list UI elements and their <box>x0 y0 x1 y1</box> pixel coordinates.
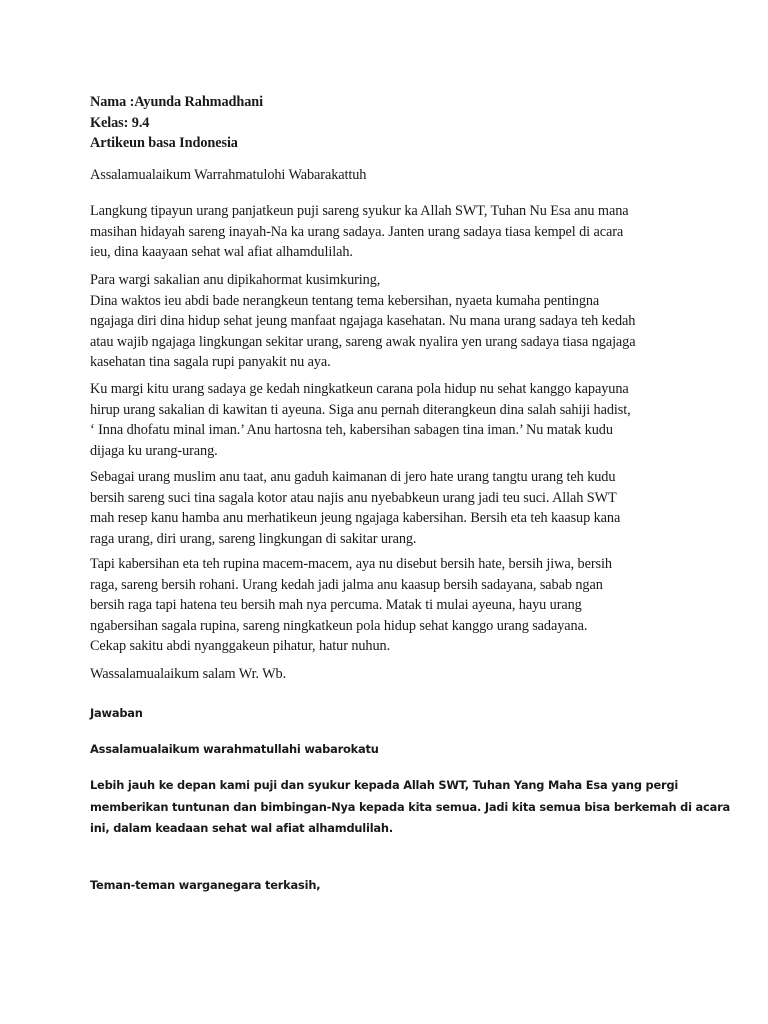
paragraph-line: ngajaga diri dina hidup sehat jeung manfaat ngajaga kasehatan. Nu mana urang sadaya teh kedah <box>90 313 636 330</box>
paragraph-line: Dina waktos ieu abdi bade nerangkeun tentang tema kebersihan, nyaeta kumaha pentingna <box>90 292 600 309</box>
paragraph-line: hirup urang sakalian di kawitan ti ayeuna. Siga anu pernah diterangkeun dina salah sahiji hadist, <box>90 401 631 418</box>
sunda-paragraph-4 <box>90 467 620 549</box>
document-header <box>90 92 263 154</box>
paragraph-line: raga, sareng bersih rohani. Urang kedah jadi jalma anu kaasup bersih sadayana, sabab ngan <box>90 576 603 593</box>
student-name: Nama :Ayunda Rahmadhani <box>90 94 264 110</box>
paragraph-line: ‘ Inna dhofatu minal iman.’ Anu hartosna teh, kabersihan sabagen tina iman.’ Nu matak kudu <box>90 422 613 439</box>
paragraph-line: bersih sareng suci tina sagala kotor atau najis anu nyebabkeun urang jadi teu suci. Allah SWT <box>90 489 617 506</box>
paragraph-line: dijaga ku urang-urang. <box>90 442 218 459</box>
greeting-text: Assalamualaikum Warrahmatulohi Wabarakattuh <box>90 167 367 183</box>
paragraph-line: mah resep kanu hamba anu merhatikeun jeung ngajaga kabersihan. Bersih eta teh kaasup kana <box>90 510 621 527</box>
paragraph-line: Cekap sakitu abdi nyanggakeun pihatur, hatur nuhun. <box>90 638 391 655</box>
sunda-paragraph-5 <box>90 554 612 657</box>
jawaban-paragraph-1 <box>90 775 730 840</box>
jawaban-paragraph-2 <box>90 875 320 897</box>
paragraph-line: Sebagai urang muslim anu taat, anu gaduh kaimanan di jero hate urang tangtu urang teh kudu <box>90 469 616 485</box>
paragraph-line: Ku margi kitu urang sadaya ge kedah ningkatkeun carana pola hidup nu sehat kanggo kapayuna <box>90 381 629 397</box>
paragraph-line: bersih raga tapi hatena teu bersih mah nya percuma. Matak ti mulai ayeuna, hayu urang <box>90 597 582 614</box>
greeting-text: Assalamualaikum warahmatullahi wabarokatu <box>90 742 379 756</box>
paragraph-line: memberikan tuntunan dan bimbingan-Nya kepada kita semua. Jadi kita semua bisa berkemah di acara <box>90 799 730 814</box>
paragraph-line: raga urang, diri urang, sareng lingkungan di sakitar urang. <box>90 530 417 547</box>
paragraph-line: kasehatan tina sagala rupi panyakit nu aya. <box>90 354 331 371</box>
jawaban-greeting <box>90 739 379 761</box>
paragraph-line: ini, dalam keadaan sehat wal afiat alhamdulilah. <box>90 821 393 835</box>
sunda-paragraph-3 <box>90 379 631 461</box>
sunda-paragraph-1 <box>90 201 628 263</box>
sunda-closing <box>90 664 286 685</box>
document-title: Artikeun basa Indonesia <box>90 135 238 152</box>
paragraph-line: Tapi kabersihan eta teh rupina macem-macem, aya nu disebut bersih hate, bersih jiwa, bersih <box>90 556 612 572</box>
paragraph-line: ngabersihan sagala rupina, sareng ningkatkeun pola hidup sehat kanggo urang sadayana. <box>90 617 588 634</box>
paragraph-line: ieu, dina kaayaan sehat wal afiat alhamdulilah. <box>90 244 353 261</box>
jawaban-label <box>90 703 143 725</box>
paragraph-line: Teman-teman warganegara terkasih, <box>90 878 321 892</box>
paragraph-line: masihan hidayah sareng inayah-Na ka urang sadaya. Janten urang sadaya tiasa kempel di acara <box>90 223 624 240</box>
student-class: Kelas: 9.4 <box>90 114 150 131</box>
paragraph-line: Langkung tipayun urang panjatkeun puji sareng syukur ka Allah SWT, Tuhan Nu Esa anu mana <box>90 203 629 219</box>
closing-text: Wassalamualaikum salam Wr. Wb. <box>90 666 287 682</box>
paragraph-line: Lebih jauh ke depan kami puji dan syukur kepada Allah SWT, Tuhan Yang Maha Esa yang pergi <box>90 778 679 792</box>
paragraph-line: atau wajib ngajaga lingkungan sekitar urang, sareng awak nyalira yen urang sadaya tiasa ngajaga <box>90 333 636 350</box>
sunda-paragraph-2 <box>90 270 635 373</box>
jawaban-heading: Jawaban <box>90 706 143 720</box>
sunda-greeting <box>90 165 366 186</box>
paragraph-line: Para wargi sakalian anu dipikahormat kusimkuring, <box>90 272 381 288</box>
